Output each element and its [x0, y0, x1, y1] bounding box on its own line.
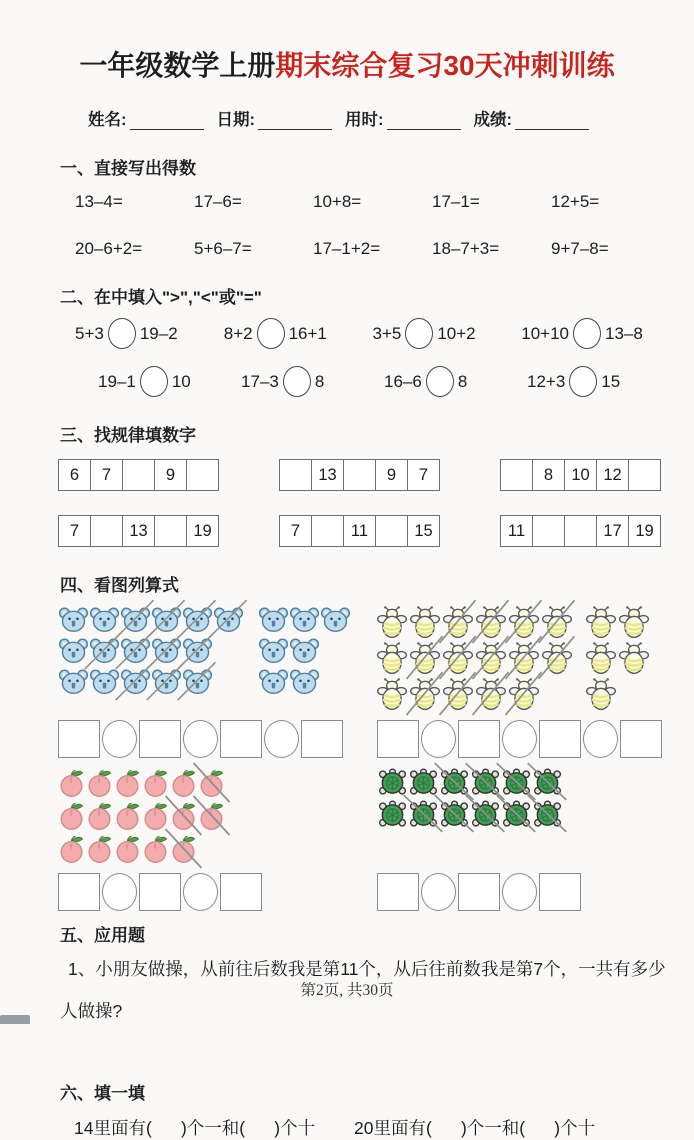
comparison-circle	[573, 318, 601, 349]
answer-box	[458, 720, 500, 758]
bee-icon	[586, 606, 616, 639]
picture-icon-row	[586, 678, 649, 711]
koala-icon	[89, 606, 120, 634]
koala-icon-crossed	[151, 668, 182, 696]
grid-cell: 7	[418, 465, 429, 484]
grid-cell: 9	[376, 460, 408, 490]
operator-circle	[421, 873, 456, 911]
peach-icon-crossed	[198, 801, 226, 831]
peach-group	[58, 768, 351, 864]
grid-cell: 13	[312, 460, 344, 490]
number-pattern-grid	[58, 459, 219, 491]
grid-cell: 11	[344, 516, 376, 546]
grid-cell: 19	[635, 521, 654, 540]
right-expression: 8	[314, 371, 325, 391]
comparison-problem	[384, 366, 527, 397]
grid-cell: 10	[565, 460, 597, 490]
info-field	[345, 106, 461, 130]
turtle-icon-crossed	[439, 800, 470, 829]
equation-template	[377, 873, 670, 911]
info-blank-line	[258, 112, 332, 130]
bee-icon-crossed	[443, 642, 473, 675]
comparison-circle	[257, 318, 285, 349]
koala-icon	[258, 668, 289, 696]
section5-heading: 五、应用题	[60, 926, 145, 945]
answer-box	[220, 720, 262, 758]
comparison-circle	[426, 366, 454, 397]
peach-icon	[58, 801, 86, 831]
grid-cell: 9	[155, 460, 187, 490]
section1-heading: 一、直接写出得数	[60, 159, 196, 178]
section4-heading: 四、看图列算式	[60, 576, 179, 595]
koala-icon-crossed	[182, 637, 213, 665]
peach-icon	[86, 834, 114, 864]
math-problem: 20–6+2=	[75, 239, 143, 258]
comparison-row	[24, 366, 670, 397]
turtle-icon-crossed	[470, 800, 501, 829]
number-pattern-grid	[279, 459, 440, 491]
left-expression: 8+2	[223, 323, 253, 343]
grid-cell: 12	[597, 460, 629, 490]
peach-icon-crossed	[198, 768, 226, 798]
answer-box	[539, 720, 581, 758]
bee-cluster	[586, 606, 649, 711]
peach-icon-crossed	[170, 834, 198, 864]
koala-icon	[258, 637, 289, 665]
info-blank-line	[130, 112, 204, 130]
bee-icon-crossed	[476, 606, 506, 639]
picture-icon-row	[377, 642, 572, 675]
turtle-icon-crossed	[439, 768, 470, 797]
turtle-icon-crossed	[470, 768, 501, 797]
left-expression: 12+3	[527, 371, 566, 391]
operator-circle	[502, 873, 537, 911]
bee-icon-crossed	[410, 642, 440, 675]
bee-icon-crossed	[509, 678, 539, 711]
peach-icon	[114, 768, 142, 798]
peach-icon	[142, 834, 170, 864]
right-expression: 10	[171, 371, 191, 391]
grid-cell	[123, 460, 155, 490]
answer-box	[458, 873, 500, 911]
grid-cell: 15	[414, 521, 433, 540]
math-problem: 5+6–7=	[194, 239, 252, 258]
info-label: 日期:	[216, 111, 255, 129]
comparison-circle	[283, 366, 311, 397]
info-field	[217, 106, 333, 130]
answer-box	[377, 720, 419, 758]
peach-icon	[58, 768, 86, 798]
comparison-problem	[527, 366, 670, 397]
koala-icon	[289, 637, 320, 665]
picture-icon-row	[586, 642, 649, 675]
number-pattern-grid	[500, 515, 661, 547]
picture-icon-row	[58, 801, 226, 831]
answer-box	[620, 720, 662, 758]
bee-icon-crossed	[410, 678, 440, 711]
info-line	[24, 106, 670, 130]
comparison-problem	[224, 318, 373, 349]
grid-cell: 6	[59, 460, 91, 490]
picture-row	[24, 606, 670, 711]
bee-icon	[377, 606, 407, 639]
left-expression: 16–6	[384, 371, 422, 391]
bee-icon-crossed	[509, 642, 539, 675]
peach-icon	[86, 801, 114, 831]
section3-heading: 三、找规律填数字	[60, 426, 196, 445]
comparison-problem	[98, 366, 241, 397]
koala-icon-crossed	[182, 668, 213, 696]
picture-icon-row	[58, 834, 226, 864]
operator-circle	[264, 720, 299, 758]
bee-icon-crossed	[542, 606, 572, 639]
koala-icon-crossed	[89, 637, 120, 665]
grid-cell: 8	[533, 460, 565, 490]
equation-template-row	[24, 873, 670, 911]
right-expression: 16+1	[288, 323, 327, 343]
picture-icon-row	[586, 606, 649, 639]
bee-icon-crossed	[509, 606, 539, 639]
koala-icon	[58, 606, 89, 634]
bee-icon-crossed	[443, 606, 473, 639]
word-problem-line1: 1、小朋友做操，从前往后数我是第11个，从后往前数我是第7个，一共有多少	[68, 959, 666, 979]
picture-icon-row	[377, 800, 563, 829]
comparison-problem	[241, 366, 384, 397]
comparison-circle	[569, 366, 597, 397]
grid-cell: 17	[597, 516, 629, 546]
koala-icon	[258, 606, 289, 634]
number-pattern-grid	[58, 515, 219, 547]
comparison-circle	[405, 318, 433, 349]
turtle-icon	[377, 768, 408, 797]
number-pattern-grid	[500, 459, 661, 491]
math-problem: 12+5=	[551, 192, 600, 211]
answer-box	[377, 873, 419, 911]
problem-row	[24, 239, 670, 259]
bee-icon-crossed	[443, 678, 473, 711]
equation-template	[377, 720, 670, 758]
bee-icon	[377, 678, 407, 711]
bee-icon	[619, 642, 649, 675]
bee-icon	[619, 606, 649, 639]
koala-icon	[289, 606, 320, 634]
left-expression: 17–3	[241, 371, 279, 391]
math-problem: 17–1+2=	[313, 239, 381, 258]
grid-cell: 7	[59, 516, 91, 546]
math-problem: 10+8=	[313, 192, 362, 211]
info-label: 姓名:	[88, 111, 127, 129]
comparison-problem	[521, 318, 670, 349]
grid-cell	[155, 516, 187, 546]
koala-icon	[58, 668, 89, 696]
comparison-problem	[75, 318, 224, 349]
koala-icon-crossed	[120, 668, 151, 696]
turtle-icon-crossed	[501, 768, 532, 797]
answer-box	[539, 873, 581, 911]
picture-icon-row	[258, 606, 351, 634]
info-label: 成绩:	[473, 111, 512, 129]
bee-icon	[586, 678, 616, 711]
peach-icon	[170, 768, 198, 798]
grid-cell: 19	[193, 521, 212, 540]
picture-icon-row	[258, 637, 351, 665]
bee-cluster	[377, 606, 572, 711]
left-expression: 19–1	[98, 371, 136, 391]
right-expression: 8	[457, 371, 468, 391]
peach-icon-crossed	[170, 801, 198, 831]
page-title	[24, 44, 670, 84]
grid-cell	[91, 516, 123, 546]
grid-row	[24, 459, 670, 491]
grid-cell	[501, 460, 533, 490]
operator-circle	[183, 720, 218, 758]
section3-grids	[24, 459, 670, 547]
koala-icon-crossed	[151, 637, 182, 665]
koala-cluster	[258, 606, 351, 696]
picture-row	[24, 768, 670, 864]
math-problem: 17–6=	[194, 192, 242, 211]
page-number: 第2页, 共30页	[300, 982, 394, 999]
picture-icon-row	[58, 606, 244, 634]
page-title-black: 一年级数学上册	[79, 50, 276, 81]
comparison-row	[24, 318, 670, 349]
koala-group	[58, 606, 351, 711]
left-expression: 3+5	[372, 323, 402, 343]
equation-template	[58, 720, 351, 758]
peach-icon	[142, 768, 170, 798]
bee-group	[377, 606, 670, 711]
page-title-red: 期末综合复习30天冲刺训练	[275, 50, 615, 81]
grid-cell	[344, 460, 376, 490]
turtle-icon	[408, 768, 439, 797]
section6-heading: 六、填一填	[60, 1084, 145, 1103]
koala-icon-crossed	[120, 637, 151, 665]
info-field	[474, 106, 590, 130]
picture-icon-row	[58, 768, 226, 798]
scan-artifact	[0, 1015, 30, 1024]
equation-template-row	[24, 720, 670, 758]
operator-circle	[183, 873, 218, 911]
turtle-icon-crossed	[532, 800, 563, 829]
left-expression: 5+3	[75, 323, 104, 343]
picture-icon-row	[58, 637, 244, 665]
info-label: 用时:	[345, 111, 384, 129]
section2-problems	[24, 318, 670, 397]
grid-cell	[312, 516, 344, 546]
grid-cell: 13	[123, 516, 155, 546]
grid-cell	[280, 460, 312, 490]
right-expression: 19–2	[139, 323, 178, 343]
picture-icon-row	[377, 606, 572, 639]
comparison-circle	[108, 318, 136, 349]
picture-icon-row	[258, 668, 351, 696]
grid-cell: 11	[501, 516, 533, 546]
turtle-icon	[377, 800, 408, 829]
answer-box	[58, 873, 100, 911]
grid-row	[24, 515, 670, 547]
number-pattern-grid	[279, 515, 440, 547]
peach-icon	[114, 801, 142, 831]
grid-cell	[187, 460, 218, 490]
grid-cell	[533, 516, 565, 546]
equation-template	[58, 873, 351, 911]
right-expression: 10+2	[437, 323, 476, 343]
grid-cell	[629, 460, 660, 490]
turtle-cluster	[377, 768, 563, 829]
grid-cell: 7	[280, 516, 312, 546]
peach-icon	[142, 801, 170, 831]
section1-problems	[24, 192, 670, 259]
koala-icon-crossed	[213, 606, 244, 634]
operator-circle	[502, 720, 537, 758]
bee-icon-crossed	[542, 642, 572, 675]
info-field	[88, 106, 204, 130]
answer-box	[220, 873, 262, 911]
math-problem: 18–7+3=	[432, 239, 500, 258]
word-problem-line2: 人做操?	[60, 1001, 123, 1021]
operator-circle	[102, 873, 137, 911]
left-expression: 10+10	[521, 323, 569, 343]
grid-cell: 7	[91, 460, 123, 490]
operator-circle	[583, 720, 618, 758]
math-problem: 9+7–8=	[551, 239, 609, 258]
koala-icon-crossed	[120, 606, 151, 634]
peach-icon	[86, 768, 114, 798]
section4-pictures	[24, 606, 670, 911]
koala-icon	[320, 606, 351, 634]
koala-icon-crossed	[182, 606, 213, 634]
turtle-icon-crossed	[501, 800, 532, 829]
picture-icon-row	[377, 768, 563, 797]
comparison-problem	[373, 318, 522, 349]
right-expression: 15	[601, 371, 621, 391]
right-expression: 13–8	[605, 323, 643, 343]
picture-icon-row	[377, 678, 572, 711]
turtle-icon-crossed	[532, 768, 563, 797]
koala-icon-crossed	[151, 606, 182, 634]
turtle-group	[377, 768, 670, 864]
fill-in-line: 14里面有( )个一和( )个十 20里面有( )个一和( )个十	[74, 1118, 596, 1138]
bee-icon-crossed	[476, 642, 506, 675]
koala-icon	[58, 637, 89, 665]
peach-icon	[58, 834, 86, 864]
bee-icon-crossed	[476, 678, 506, 711]
grid-cell	[565, 516, 597, 546]
answer-box	[139, 720, 181, 758]
math-problem: 17–1=	[432, 192, 480, 211]
koala-icon	[289, 668, 320, 696]
bee-icon	[586, 642, 616, 675]
info-blank-line	[515, 112, 589, 130]
comparison-circle	[140, 366, 168, 397]
answer-box	[301, 720, 343, 758]
answer-box	[58, 720, 100, 758]
answer-box	[139, 873, 181, 911]
bee-icon	[410, 606, 440, 639]
bee-icon	[377, 642, 407, 675]
peach-cluster	[58, 768, 226, 864]
operator-circle	[421, 720, 456, 758]
grid-cell	[376, 516, 408, 546]
peach-icon	[114, 834, 142, 864]
info-blank-line	[387, 112, 461, 130]
problem-row	[24, 192, 670, 212]
operator-circle	[102, 720, 137, 758]
math-problem: 13–4=	[75, 192, 123, 211]
picture-icon-row	[58, 668, 244, 696]
koala-icon	[89, 668, 120, 696]
section2-heading: 二、在中填入">","<"或"="	[60, 288, 262, 307]
turtle-icon-crossed	[408, 800, 439, 829]
koala-cluster	[58, 606, 244, 696]
